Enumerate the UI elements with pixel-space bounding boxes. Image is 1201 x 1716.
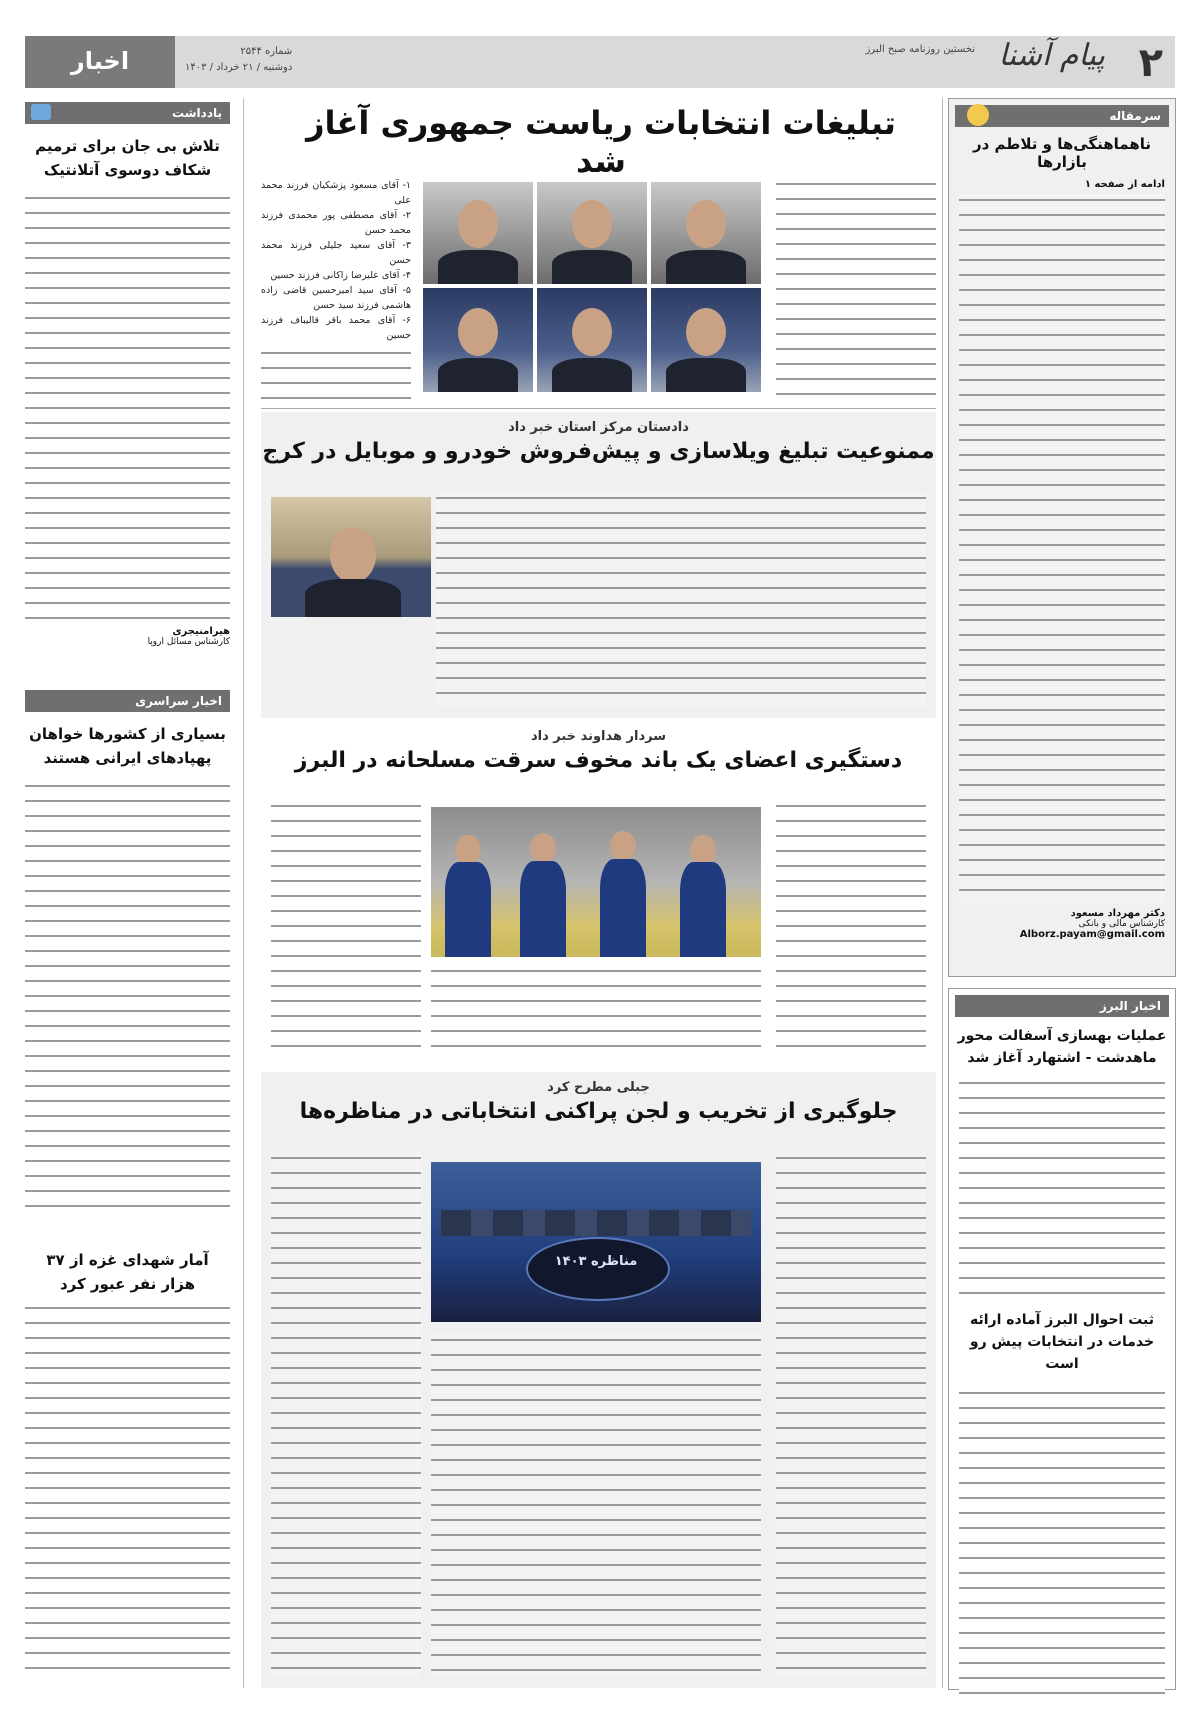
- candidate-list: [261, 178, 411, 398]
- debate-studio-photo: [431, 1162, 761, 1322]
- robbery-kicker: سردار هداوند خبر داد: [530, 729, 667, 744]
- debate-headline: جلوگیری از تخریب و لجن پراکنی انتخاباتی در مناظره‌ها: [299, 1099, 898, 1124]
- robbery-headline: دستگیری اعضای یک باند مخوف سرقت مسلحانه در البرز: [294, 748, 903, 773]
- notepad-icon: [31, 104, 51, 120]
- editorial-column: [948, 98, 1176, 977]
- editorial-title: ناهماهنگی‌ها و تلاطم در بازارها: [972, 135, 1152, 171]
- note-label: یادداشت: [25, 102, 230, 124]
- candidate-photo: [537, 288, 647, 392]
- note-author: هیرامنیجری: [172, 626, 230, 637]
- gaza-news: [25, 1242, 230, 1688]
- issue-date: دوشنبه / ۲۱ خرداد / ۱۴۰۳: [185, 62, 293, 73]
- candidate-item: ۱- آقای مسعود پزشکیان فرزند محمد علی: [261, 180, 411, 206]
- eye-icon: [967, 104, 989, 126]
- tagline: نخستین روزنامه صبح البرز: [865, 44, 975, 55]
- alborz-story1-body: [959, 1077, 1165, 1297]
- editorial-author: دکتر مهرداد مسعود: [1070, 908, 1165, 919]
- national-news-body: [25, 780, 230, 1220]
- lead-body-right: [776, 178, 936, 396]
- karaj-kicker: دادستان مرکز استان خبر داد: [508, 420, 689, 435]
- editorial-label: سرمقاله: [955, 105, 1169, 127]
- editorial-body: [959, 194, 1165, 904]
- lead-headline: تبلیغات انتخابات ریاست جمهوری آغاز شد: [306, 104, 896, 180]
- candidate-item: ۶- آقای محمد باقر قالیباف فرزند حسین: [261, 315, 411, 341]
- karaj-body: [436, 492, 926, 707]
- gaza-title: آمار شهدای غزه از ۳۷ هزار نفر عبور کرد: [46, 1251, 209, 1293]
- candidate-photo: [423, 182, 533, 284]
- section-title: اخبار: [25, 36, 175, 88]
- note-role: کارشناس مسائل اروپا: [147, 637, 230, 647]
- alborz-news-column: [948, 988, 1176, 1690]
- candidate-photo: [651, 182, 761, 284]
- national-news-label: اخبار سراسری: [25, 690, 230, 712]
- national-news-title: بسیاری از کشورها خواهان پهپادهای ایرانی هستند: [29, 725, 226, 767]
- alborz-story1-title: عملیات بهسازی آسفالت محور ماهدشت - اشتهارد آغاز شد: [957, 1028, 1167, 1066]
- robbery-story: [261, 725, 936, 1065]
- debate-story: [261, 1072, 936, 1688]
- candidate-item: ۴- آقای علیرضا زاکانی فرزند حسین: [270, 270, 411, 281]
- page-number: ۲: [1138, 40, 1163, 86]
- debate-body-left: [271, 1152, 421, 1677]
- karaj-headline: ممنوعیت تبلیغ ویلاسازی و پیش‌فروش خودرو و موبایل در کرج: [262, 439, 935, 464]
- robbery-body-right: [776, 800, 926, 1055]
- alborz-story2-title: ثبت احوال البرز آماده ارائه خدمات در انتخابات پیش رو است: [969, 1312, 1155, 1372]
- robbery-body-middle: [431, 965, 761, 1055]
- robbery-body-left: [271, 800, 421, 1055]
- candidate-item: ۲- آقای مصطفی پور محمدی فرزند محمد حسن: [261, 210, 411, 236]
- candidate-item: ۳- آقای سعید جلیلی فرزند محمد حسن: [261, 240, 411, 266]
- debate-caption: مناظره ۱۴۰۳: [554, 1254, 638, 1269]
- editorial-email[interactable]: Alborz.payam@gmail.com: [1019, 929, 1165, 940]
- prosecutor-photo: [271, 497, 431, 617]
- debate-body-middle: [431, 1334, 761, 1677]
- alborz-news-label: اخبار البرز: [955, 995, 1169, 1017]
- note-body: [25, 192, 230, 622]
- editorial-continued: ادامه از صفحه ۱: [1084, 179, 1165, 190]
- candidate-item: ۵- آقای سید امیرحسین قاضی زاده هاشمی فرزند سید حسن: [261, 285, 411, 311]
- debate-body-right: [776, 1152, 926, 1677]
- note-title: تلاش بی جان برای ترمیم شکاف دوسوی آتلانتیک: [35, 137, 220, 179]
- masthead: [25, 36, 1175, 88]
- note-column: [25, 98, 230, 678]
- editorial-role: کارشناس مالی و بانکی: [1078, 919, 1165, 929]
- alborz-story2-body: [959, 1387, 1165, 1697]
- issue-number: شماره ۲۵۴۴: [240, 46, 293, 57]
- suspects-photo: [431, 807, 761, 957]
- candidate-photo: [423, 288, 533, 392]
- newspaper-logo: پیام آشنا: [998, 38, 1105, 73]
- gaza-body: [25, 1302, 230, 1677]
- issue-info: [185, 44, 292, 76]
- candidate-photo: [537, 182, 647, 284]
- debate-kicker: جبلی مطرح کرد: [547, 1080, 650, 1095]
- candidate-photo: [651, 288, 761, 392]
- karaj-story: [261, 412, 936, 718]
- candidates-photo-grid: [423, 182, 761, 392]
- national-news-column: [25, 690, 230, 1235]
